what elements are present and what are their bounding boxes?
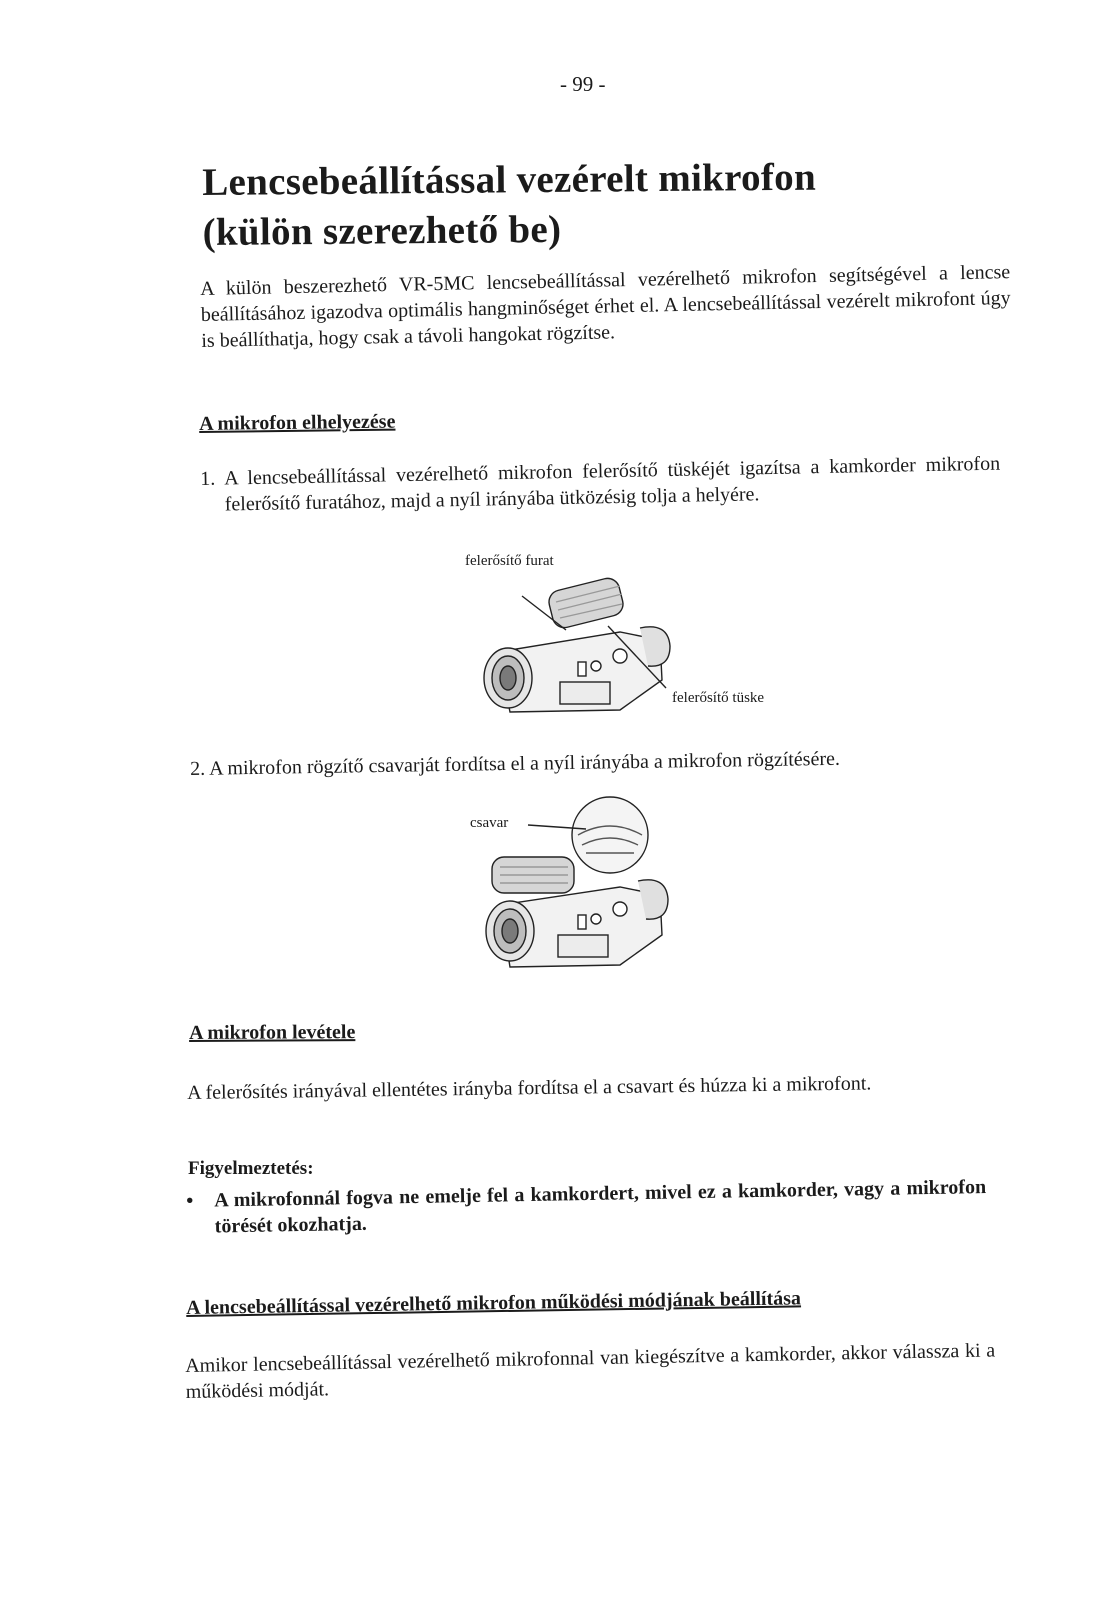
figure-1-label-hole: felerősítő furat (465, 553, 554, 569)
step-2: 2. A mikrofon rögzítő csavarját fordítsa el a nyíl irányába a mikrofon rögzítésére. (190, 747, 841, 780)
step-1 (200, 451, 1001, 518)
page-title (202, 153, 817, 258)
warning-text: A mikrofonnál fogva ne emelje fel a kamkordert, mivel ez a kamkorder, vagy a mikrofon törését okozhatja. (214, 1176, 987, 1238)
step-1-text: A lencsebeállítással vezérelhető mikrofon felerősítő tüskéjét igazítsa a kamkorder mikrofon felerősítő furatához, majd a nyíl irányába ütközésig tolja a helyére. (224, 452, 1001, 516)
microphone-screw-illustration (470, 795, 670, 975)
section-heading-placement: A mikrofon elhelyezése (199, 410, 396, 435)
warning-title: Figyelmeztetés: (188, 1158, 314, 1179)
intro-paragraph: A külön beszerezhető VR-5MC lencsebeállítással vezérelhető mikrofon segítségével a lencse beállításához igazodva optimális hangminőséget érhet el. A lencsebeállítással vezérelt mikrofont úgy is beállíthatja, hogy csak a távoli hangokat rögzítse. (200, 261, 1011, 352)
warning-bullet: • (186, 1189, 194, 1212)
warning-item (186, 1174, 987, 1240)
page-number: - 99 - (560, 72, 606, 96)
camcorder-microphone-attach-illustration (470, 570, 690, 715)
mode-paragraph: Amikor lencsebeállítással vezérelhető mikrofonnal van kiegészítve a kamkorder, akkor válassza ki a működési módját. (185, 1339, 996, 1403)
page-title-line-1: Lencsebeállítással vezérelt mikrofon (202, 155, 817, 204)
figure-2-label-screw: csavar (470, 815, 509, 831)
section-heading-removal: A mikrofon levétele (189, 1021, 356, 1044)
removal-paragraph: A felerősítés irányával ellentétes irányba fordítsa el a csavart és húzza ki a mikrofont. (187, 1072, 872, 1104)
page-title-line-2: (külön szerezhető be) (202, 207, 562, 254)
figure-1-label-pin: felerősítő tüske (672, 690, 765, 706)
section-heading-mode: A lencsebeállítással vezérelhető mikrofon működési módjának beállítása (186, 1287, 802, 1319)
step-1-number: 1. (200, 467, 216, 490)
